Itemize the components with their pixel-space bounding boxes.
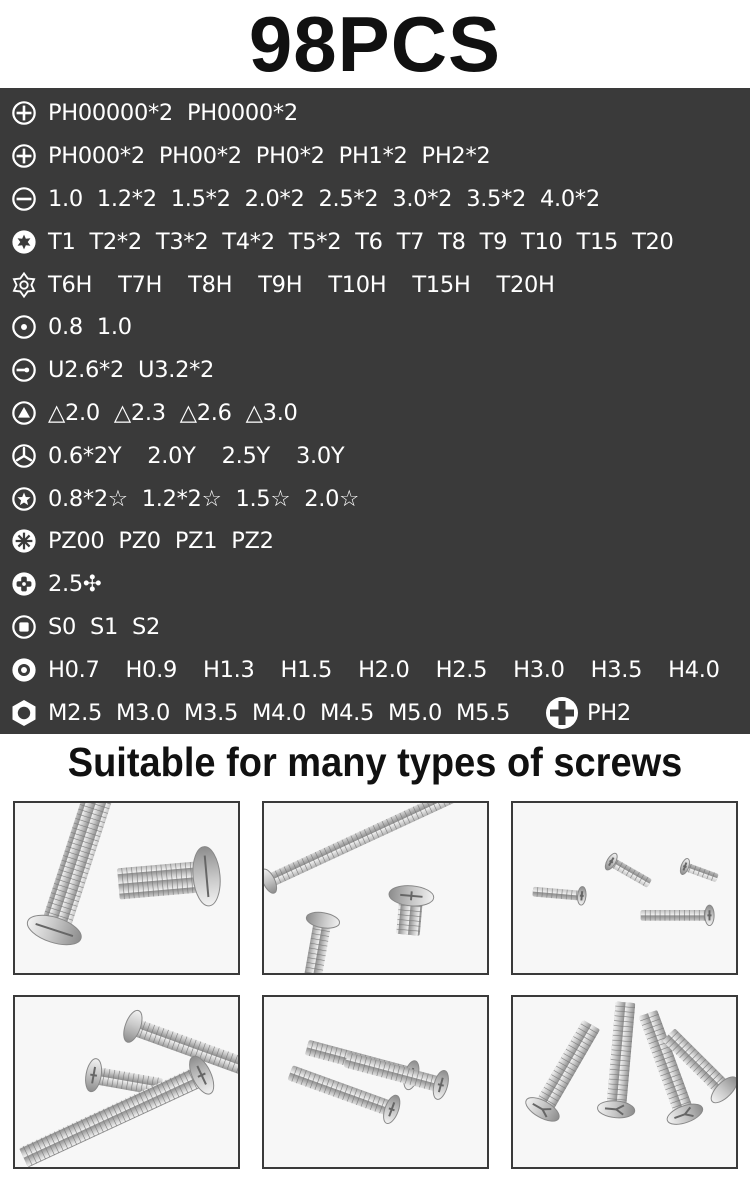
bit-size-label: M4.5 bbox=[320, 699, 374, 726]
triangle-icon bbox=[10, 399, 38, 427]
bit-size-label: 2.0Y bbox=[147, 442, 196, 469]
spec-row bbox=[0, 349, 750, 392]
bit-size-label: H3.5 bbox=[590, 656, 643, 683]
spec-items bbox=[48, 100, 312, 126]
spec-row bbox=[0, 178, 750, 221]
bit-size-label: 1.5☆ bbox=[235, 485, 291, 512]
section-heading: Suitable for many types of screws bbox=[67, 740, 683, 786]
spec-row bbox=[0, 563, 750, 606]
bit-size-label: T8 bbox=[438, 228, 466, 255]
bit-size-label: 1.0 bbox=[96, 314, 132, 341]
u-shape-icon bbox=[10, 356, 38, 384]
torx-hole-icon bbox=[10, 271, 38, 299]
bit-size-label: 1.2*2☆ bbox=[141, 485, 222, 512]
bit-size-label: △2.3 bbox=[113, 399, 166, 426]
bit-size-label: T20 bbox=[632, 228, 674, 255]
extra-bit bbox=[545, 696, 631, 730]
spec-items bbox=[48, 272, 581, 298]
spec-items bbox=[48, 314, 146, 340]
bit-size-label: △2.0 bbox=[48, 399, 100, 426]
spec-items bbox=[48, 357, 228, 383]
spec-items bbox=[48, 143, 504, 169]
bit-size-label: T4*2 bbox=[222, 228, 275, 255]
bit-size-label: 2.5*2 bbox=[318, 185, 379, 212]
bit-size-label: U3.2*2 bbox=[138, 357, 215, 384]
screw-photo-phillips-pan-screw bbox=[262, 801, 489, 975]
hex-nut-icon bbox=[10, 699, 38, 727]
bit-size-label: 1.2*2 bbox=[96, 185, 157, 212]
screw-photo-small-phillips-screws bbox=[511, 801, 738, 975]
bit-size-label: T9 bbox=[479, 228, 508, 255]
bit-size-label: △2.6 bbox=[179, 399, 232, 426]
bit-size-label: M3.5 bbox=[184, 699, 238, 726]
bit-size-label: T10 bbox=[521, 228, 563, 255]
bit-size-label: PZ0 bbox=[118, 528, 161, 555]
spec-items bbox=[48, 486, 373, 512]
bit-size-label: S2 bbox=[132, 613, 160, 640]
bit-size-label: H4.0 bbox=[668, 656, 720, 683]
bit-size-label: PH1*2 bbox=[338, 143, 408, 170]
bit-size-label: T7H bbox=[118, 271, 163, 298]
bit-size-label: PH000*2 bbox=[48, 143, 145, 170]
spec-row bbox=[0, 92, 750, 135]
bit-size-label: 3.5*2 bbox=[466, 185, 527, 212]
spec-items bbox=[48, 229, 688, 255]
spec-row bbox=[0, 477, 750, 520]
bit-size-label: T20H bbox=[496, 271, 555, 298]
slotted-icon bbox=[10, 185, 38, 213]
bit-size-label: 0.6*2Y bbox=[48, 442, 122, 469]
bit-size-label: H2.0 bbox=[358, 656, 410, 683]
spec-items bbox=[48, 400, 312, 426]
screw-photo-tri-wing-screws bbox=[511, 995, 738, 1169]
bit-size-label: T7 bbox=[396, 228, 425, 255]
bit-size-label: U2.6*2 bbox=[48, 357, 125, 384]
pentalobe-pin-icon bbox=[10, 313, 38, 341]
hex-socket-icon bbox=[10, 656, 38, 684]
bit-size-label: 0.8*2☆ bbox=[48, 485, 128, 512]
bit-size-label: PZ00 bbox=[48, 528, 105, 555]
bit-size-label: T15 bbox=[576, 228, 619, 255]
bit-size-label: T1 bbox=[48, 228, 76, 255]
bit-size-label: 1.5*2 bbox=[170, 185, 231, 212]
pozidriv-icon bbox=[10, 527, 38, 555]
spec-row bbox=[0, 306, 750, 349]
bit-size-label: PH2 bbox=[587, 699, 631, 726]
phillips-icon bbox=[10, 142, 38, 170]
bit-size-label: T9H bbox=[258, 271, 303, 298]
bit-size-label: T10H bbox=[328, 271, 387, 298]
bit-size-label: 0.8 bbox=[48, 314, 83, 341]
spec-items bbox=[48, 186, 614, 212]
bit-size-label: T5*2 bbox=[288, 228, 342, 255]
spec-items bbox=[48, 657, 746, 683]
bit-size-label: T15H bbox=[412, 271, 471, 298]
spec-items bbox=[48, 528, 288, 554]
bit-size-label: S0 bbox=[48, 613, 76, 640]
bit-size-label: M2.5 bbox=[48, 699, 102, 726]
bit-size-label: H0.7 bbox=[48, 656, 100, 683]
spec-row bbox=[0, 434, 750, 477]
bit-size-label: H2.5 bbox=[435, 656, 488, 683]
spec-items bbox=[48, 700, 524, 726]
spec-row bbox=[0, 691, 750, 734]
bit-size-label: PZ1 bbox=[174, 528, 218, 555]
bit-size-label: PH00*2 bbox=[158, 143, 242, 170]
bit-size-label: △3.0 bbox=[245, 399, 298, 426]
tri-wing-icon bbox=[10, 442, 38, 470]
bit-size-label: M3.0 bbox=[116, 699, 170, 726]
bit-size-label: 2.5✣ bbox=[48, 571, 102, 598]
bit-spec-list bbox=[0, 88, 750, 734]
bit-size-label: M5.0 bbox=[388, 699, 442, 726]
screw-photo-phillips-machine-screws bbox=[13, 995, 240, 1169]
bit-size-label: PH2*2 bbox=[421, 143, 491, 170]
bit-size-label: 3.0Y bbox=[295, 442, 345, 469]
bit-size-label: H1.3 bbox=[203, 656, 255, 683]
bit-size-label: H3.0 bbox=[513, 656, 565, 683]
bit-size-label: PH00000*2 bbox=[48, 100, 173, 127]
bit-size-label: S1 bbox=[90, 613, 118, 640]
phillips-large-icon bbox=[545, 696, 579, 730]
torx-icon bbox=[10, 228, 38, 256]
bit-size-label: T3*2 bbox=[155, 228, 209, 255]
bit-size-label: 1.0 bbox=[48, 185, 83, 212]
bit-size-label: 2.0☆ bbox=[304, 485, 359, 512]
spec-row bbox=[0, 606, 750, 649]
spec-row bbox=[0, 220, 750, 263]
spec-row bbox=[0, 520, 750, 563]
bit-size-label: PH0*2 bbox=[255, 143, 325, 170]
bit-size-label: M5.5 bbox=[456, 699, 510, 726]
bit-size-label: H0.9 bbox=[125, 656, 178, 683]
square-icon bbox=[10, 613, 38, 641]
bit-size-label: T6H bbox=[48, 271, 93, 298]
screw-photo-phillips-self-tapping-screws bbox=[262, 995, 489, 1169]
bit-size-label: H1.5 bbox=[280, 656, 333, 683]
bit-size-label: T8H bbox=[188, 271, 233, 298]
bit-size-label: 3.0*2 bbox=[392, 185, 453, 212]
cross-plus-icon bbox=[10, 570, 38, 598]
bit-size-label: T6 bbox=[355, 228, 383, 255]
bit-size-label: 2.5Y bbox=[221, 442, 270, 469]
spec-row bbox=[0, 263, 750, 306]
bit-size-label: PZ2 bbox=[231, 528, 274, 555]
spec-row bbox=[0, 648, 750, 691]
bit-size-label: T2*2 bbox=[89, 228, 142, 255]
product-title: 98PCS bbox=[248, 0, 502, 88]
bit-size-label: PH0000*2 bbox=[186, 100, 298, 127]
spec-items bbox=[48, 571, 115, 597]
spec-row bbox=[0, 392, 750, 435]
spec-row bbox=[0, 135, 750, 178]
phillips-icon bbox=[10, 99, 38, 127]
bit-size-label: 2.0*2 bbox=[244, 185, 305, 212]
screw-photo-slotted-screws bbox=[13, 801, 240, 975]
bit-size-label: 4.0*2 bbox=[540, 185, 600, 212]
spec-items bbox=[48, 614, 174, 640]
pentalobe-star-icon bbox=[10, 485, 38, 513]
spec-items bbox=[48, 443, 370, 469]
bit-size-label: M4.0 bbox=[252, 699, 306, 726]
